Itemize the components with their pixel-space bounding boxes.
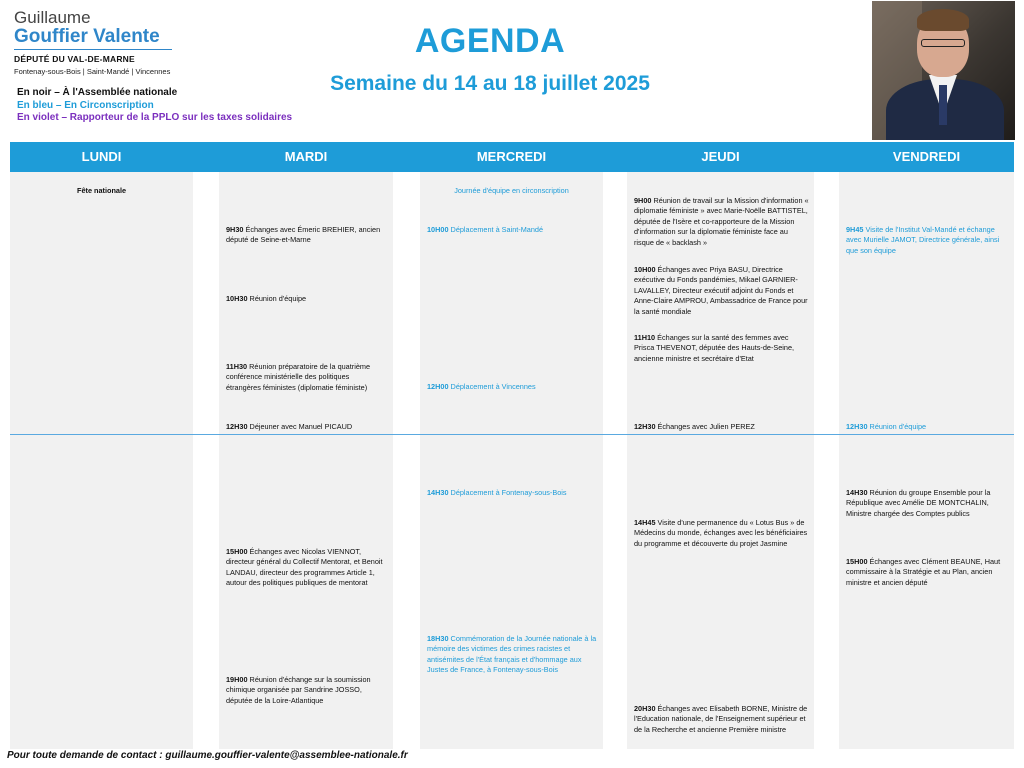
entry-time: 9H45 xyxy=(846,225,864,234)
day-header-lundi: LUNDI xyxy=(81,149,122,164)
agenda-entry xyxy=(846,225,1009,256)
entry-time: 12H30 xyxy=(226,422,248,431)
entry-time: 15H00 xyxy=(226,547,248,556)
entry-text: Échanges avec Priya BASU, Directrice exécutive du Fonds pandémies, Mikael GARNIER-LAVALLEY, Directeur exécutif adjoint du Fonds et Anne-Claire AMPROU, Ambassadrice de France pour la santé mondiale xyxy=(634,265,808,316)
entry-text: Réunion de travail sur la Mission d'information « diplomatie féministe » avec Marie-Noëlle BATTISTEL, députée de l'Isère et co-rapporteure de la Mission d'information sur la diplomatie féministe face au risque de « backlash » xyxy=(634,196,809,247)
agenda-entry xyxy=(634,333,809,364)
agenda-entry xyxy=(427,488,597,498)
agenda-entry xyxy=(427,382,597,392)
entry-text: Visite d'une permanence du « Lotus Bus » de Médecins du monde, échanges avec les bénéficiaires du programme et découverte du projet Jasmine xyxy=(634,518,808,548)
entry-time: 11H10 xyxy=(634,333,656,342)
agenda-entry xyxy=(226,294,386,304)
entry-time: 14H45 xyxy=(634,518,656,527)
legend-black: En noir – À l'Assemblée nationale xyxy=(17,87,178,98)
legend-blue: En bleu – En Circonscription xyxy=(17,99,154,111)
agenda-entry xyxy=(226,422,386,432)
entry-text: Réunion d'échange sur la soumission chimique organisée par Sandrine JOSSO, députée de la Loire-Atlantique xyxy=(226,675,371,705)
entry-time: 14H30 xyxy=(846,488,868,497)
column-vendredi xyxy=(839,172,1014,749)
legend-violet: En violet – Rapporteur de la PPLO sur les taxes solidaires xyxy=(17,112,293,123)
agenda-entry xyxy=(226,547,386,589)
agenda-entry xyxy=(634,265,809,317)
page-title: AGENDA xyxy=(414,22,566,60)
agenda-entry xyxy=(226,225,386,246)
entry-time: 11H30 xyxy=(226,362,248,371)
entry-time: 12H30 xyxy=(634,422,656,431)
entry-time: 20H30 xyxy=(634,704,656,713)
column-jeudi xyxy=(627,172,814,749)
entry-time: 12H30 xyxy=(846,422,868,431)
entry-text: Échanges avec Clément BEAUNE, Haut commissaire à la Stratégie et au Plan, ancien ministre et ancien député xyxy=(846,557,1001,587)
agenda-entry xyxy=(846,422,1009,432)
entry-time: 12H00 xyxy=(427,382,449,391)
entry-text: Fête nationale xyxy=(77,186,127,195)
day-header-jeudi: JEUDI xyxy=(701,149,740,164)
agenda-entry xyxy=(77,186,126,196)
logo-role: DÉPUTÉ DU VAL-DE-MARNE xyxy=(14,54,135,64)
entry-text: Échanges avec Nicolas VIENNOT, directeur général du Collectif Mentorat, et Benoit LANDAU, directeur des programmes Article 1, autour des politiques publiques de mentorat xyxy=(226,547,383,588)
entry-text: Commémoration de la Journée nationale à la mémoire des victimes des crimes racistes et antisémites de l'État français et d'hommage aux Justes de France, à Fontenay-sous-Bois xyxy=(427,634,597,675)
entry-text: Journée d'équipe en circonscription xyxy=(454,186,569,195)
entry-time: 9H30 xyxy=(226,225,244,234)
logo-towns: Fontenay-sous-Bois | Saint-Mandé | Vincennes xyxy=(14,67,171,76)
entry-text: Échanges sur la santé des femmes avec Prisca THEVENOT, députée des Hauts-de-Seine, ancienne ministre et secrétaire d'Etat xyxy=(634,333,795,363)
agenda-entry xyxy=(420,186,603,196)
entry-time: 10H30 xyxy=(226,294,248,303)
entry-time: 14H30 xyxy=(427,488,449,497)
entry-text: Échanges avec Émeric BREHIER, ancien député de Seine-et-Marne xyxy=(226,225,381,245)
entry-time: 18H30 xyxy=(427,634,449,643)
midday-divider xyxy=(10,434,1014,435)
entry-time: 9H00 xyxy=(634,196,652,205)
entry-text: Réunion préparatoire de la quatrième conférence ministérielle des politiques étrangères féministes (diplomatie féministe) xyxy=(226,362,371,392)
logo-first-name: Guillaume xyxy=(14,8,91,27)
entry-text: Réunion d'équipe xyxy=(247,294,307,303)
agenda-entry xyxy=(634,422,809,432)
entry-text: Réunion d'équipe xyxy=(867,422,927,431)
agenda-entry xyxy=(427,634,597,676)
entry-text: Réunion du groupe Ensemble pour la République avec Amélie DE MONTCHALIN, Ministre chargée des Comptes publics xyxy=(846,488,991,518)
entry-text: Visite de l'Institut Val-Mandé et échange avec Murielle JAMOT, Directrice générale, ainsi que son équipe xyxy=(846,225,1000,255)
day-header-mercredi: MERCREDI xyxy=(476,149,547,164)
logo xyxy=(14,9,184,64)
entry-time: 15H00 xyxy=(846,557,868,566)
entry-text: Déplacement à Saint-Mandé xyxy=(448,225,544,234)
agenda-entry xyxy=(846,557,1009,588)
contact-footer: Pour toute demande de contact : guillaume.gouffier-valente@assemblee-nationale.fr xyxy=(7,750,408,761)
entry-time: 19H00 xyxy=(226,675,248,684)
day-header-vendredi: VENDREDI xyxy=(892,149,961,164)
agenda-entry xyxy=(226,675,386,706)
entry-time: 10H00 xyxy=(427,225,449,234)
column-lundi xyxy=(10,172,193,749)
agenda-entry xyxy=(226,362,386,393)
logo-divider xyxy=(14,49,172,50)
entry-text: Déjeuner avec Manuel PICAUD xyxy=(247,422,353,431)
agenda-entry xyxy=(427,225,597,235)
agenda-entry xyxy=(634,704,809,735)
logo-last-name: Gouffier Valente xyxy=(14,26,160,47)
entry-text: Échanges avec Julien PEREZ xyxy=(655,422,755,431)
color-legend xyxy=(17,87,292,125)
entry-text: Échanges avec Elisabeth BORNE, Ministre de l'Education nationale, de l'Enseignement supérieur et de la Recherche et ancienne Première ministre xyxy=(634,704,808,734)
week-subtitle: Semaine du 14 au 18 juillet 2025 xyxy=(330,72,650,95)
portrait-photo xyxy=(872,1,1015,140)
agenda-entry xyxy=(846,488,1009,519)
entry-text: Déplacement à Fontenay-sous-Bois xyxy=(448,488,567,497)
entry-time: 10H00 xyxy=(634,265,656,274)
agenda-entry xyxy=(634,518,809,549)
day-header-mardi: MARDI xyxy=(284,149,328,164)
agenda-entry xyxy=(634,196,809,248)
entry-text: Déplacement à Vincennes xyxy=(448,382,536,391)
column-mardi xyxy=(219,172,393,749)
